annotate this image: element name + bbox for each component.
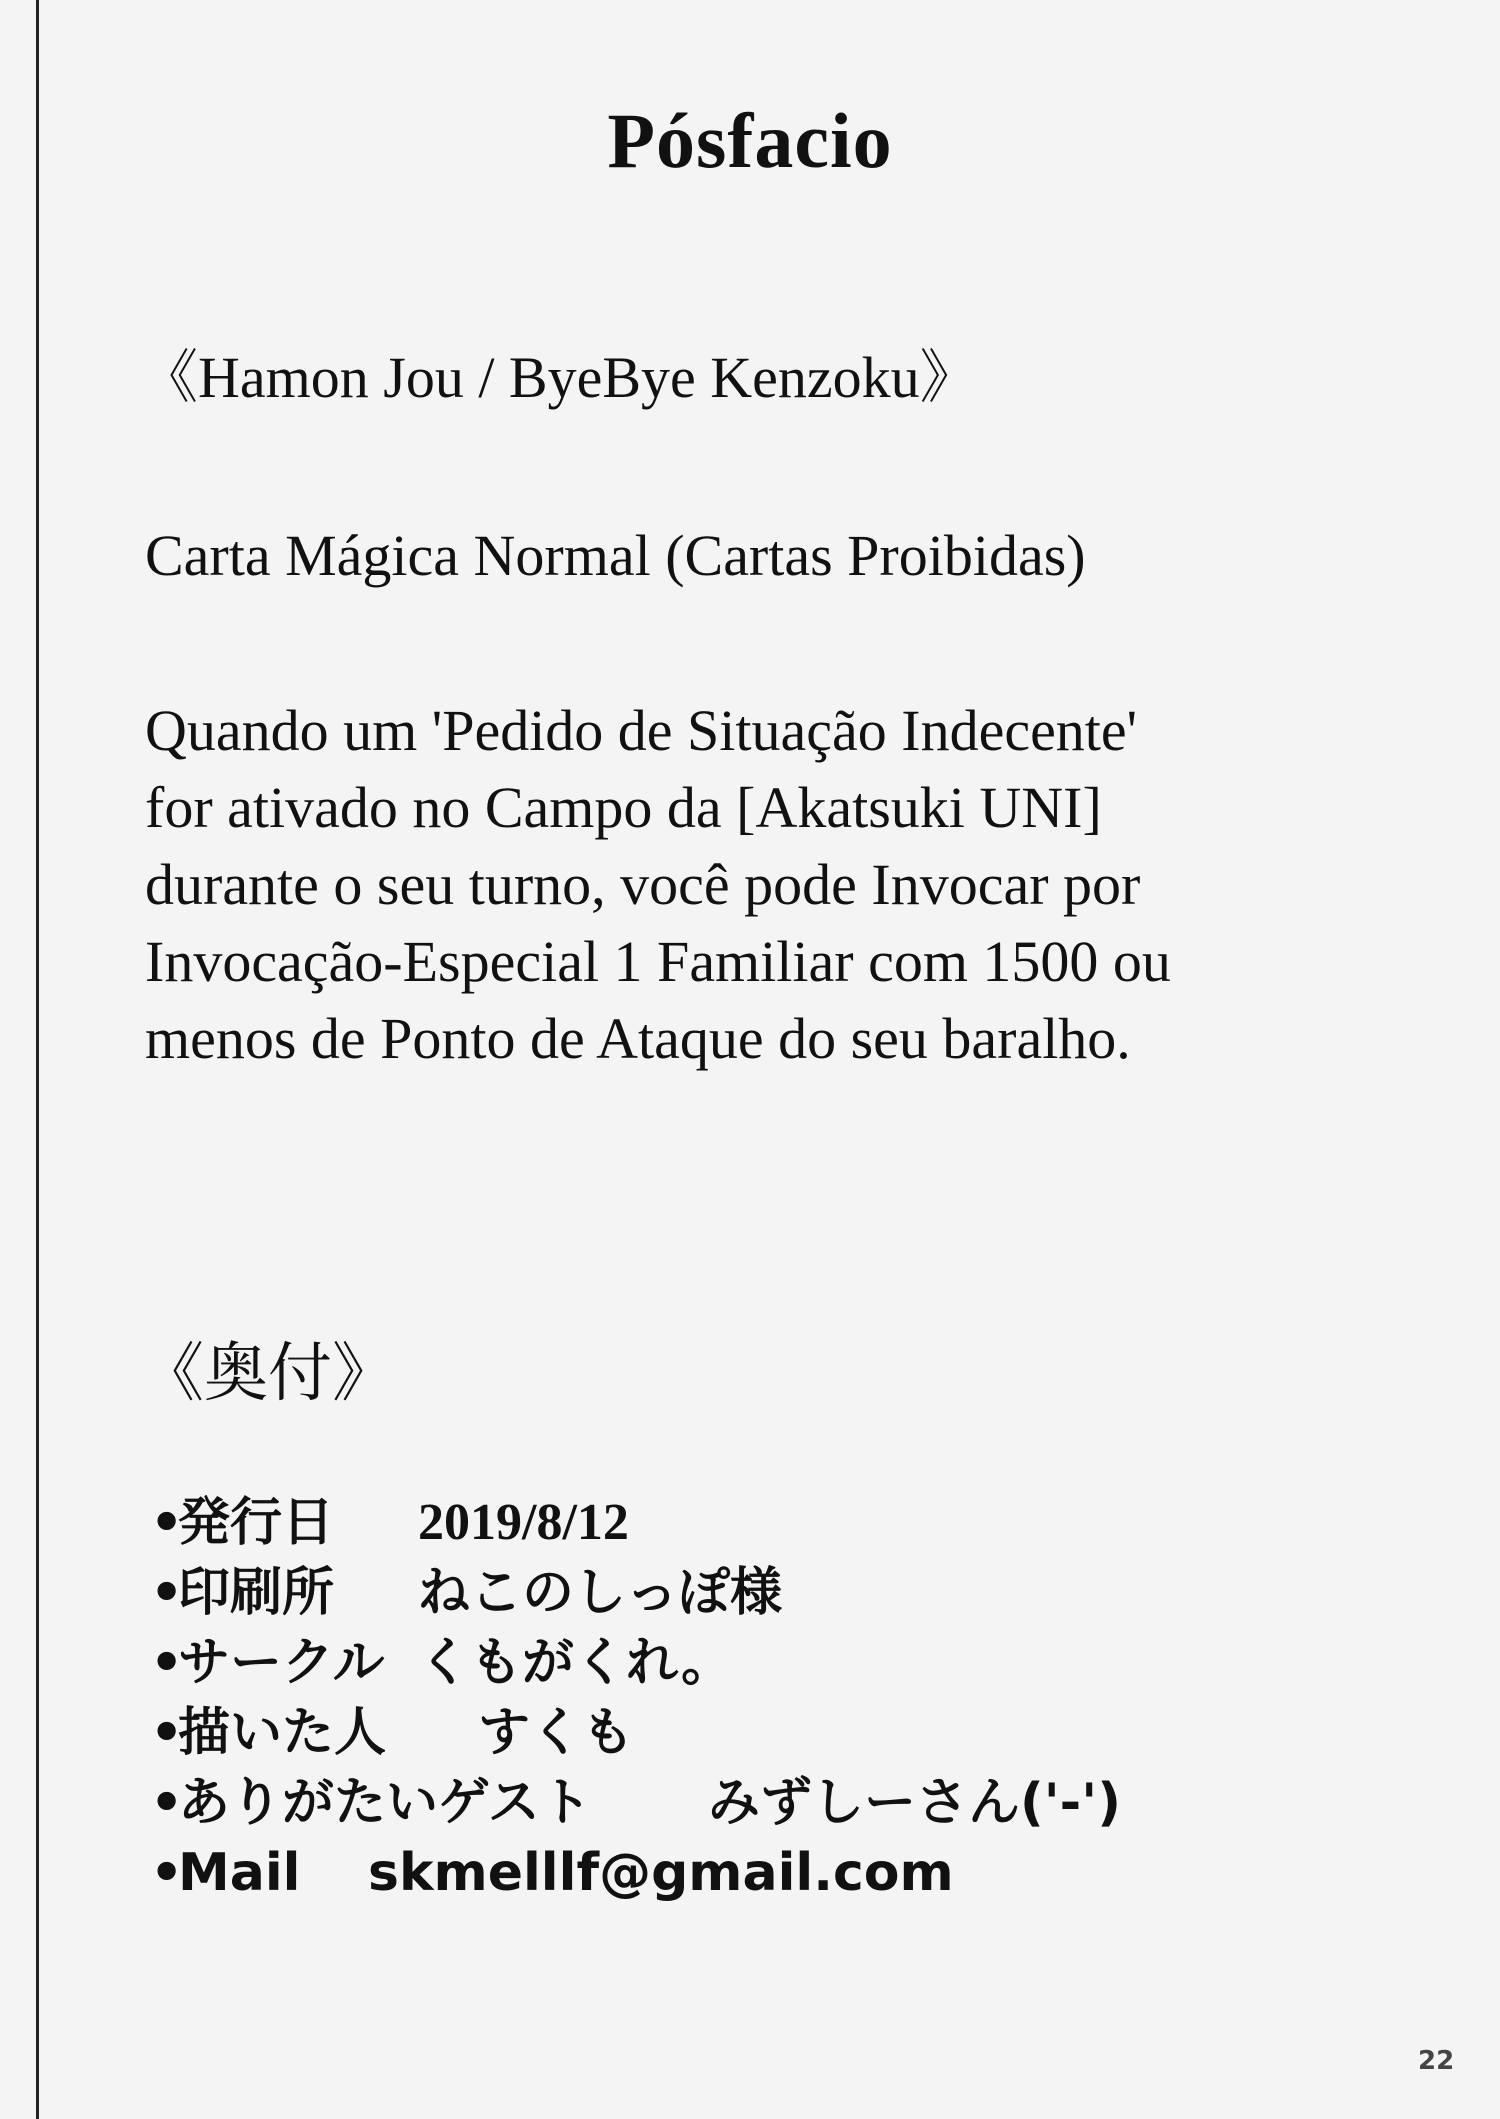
spine-line (36, 0, 39, 2119)
card-effect-line: durante o seu turno, você pode Invocar por (145, 852, 1141, 917)
email-link[interactable]: skmelllf@gmail.com (368, 1843, 954, 1903)
colophon-item-mail (150, 1838, 1121, 1908)
colophon-value: すくも (478, 1703, 635, 1763)
colophon-item-publish-date (150, 1488, 1121, 1558)
colophon-label: 描いた人 (178, 1703, 387, 1763)
colophon-label: サークル (178, 1633, 385, 1693)
card-effect-line: for ativado no Campo da [Akatsuki UNI] (145, 775, 1102, 840)
colophon-value: くもがくれ。 (418, 1633, 734, 1693)
card-type: Carta Mágica Normal (Cartas Proibidas) (145, 523, 1086, 588)
card-effect-line: Quando um 'Pedido de Situação Indecente' (145, 698, 1138, 763)
colophon-value: 2019/8/12 (418, 1494, 629, 1551)
colophon-item-circle (150, 1628, 1121, 1698)
page-title: Pósfacio (607, 97, 893, 184)
colophon-label: ありがたいゲスト (178, 1773, 592, 1833)
bullet: • (150, 1493, 184, 1553)
bullet: • (150, 1703, 184, 1763)
colophon-label: 印刷所 (178, 1563, 335, 1623)
colophon-heading: 《奥付》 (140, 1338, 396, 1409)
colophon-label: Mail (178, 1843, 301, 1903)
bullet: • (150, 1633, 184, 1693)
page-number: 22 (1418, 2046, 1455, 2076)
card-effect-text (145, 692, 1415, 1077)
colophon-value: みずしーさん('-') (708, 1773, 1121, 1833)
colophon-list (150, 1488, 1121, 1908)
colophon-value: ねこのしっぽ様 (418, 1563, 783, 1623)
bullet: • (150, 1563, 184, 1623)
colophon-item-printer (150, 1558, 1121, 1628)
colophon-item-guest (150, 1768, 1121, 1838)
bullet: • (150, 1843, 184, 1903)
card-effect-line: menos de Ponto de Ataque do seu baralho. (145, 1006, 1131, 1071)
colophon-item-artist (150, 1698, 1121, 1768)
bullet: • (150, 1773, 184, 1833)
card-name: 《Hamon Jou / ByeBye Kenzoku》 (140, 345, 978, 410)
card-effect-line: Invocação-Especial 1 Familiar com 1500 ou (145, 929, 1171, 994)
colophon-label: 発行日 (178, 1493, 335, 1553)
